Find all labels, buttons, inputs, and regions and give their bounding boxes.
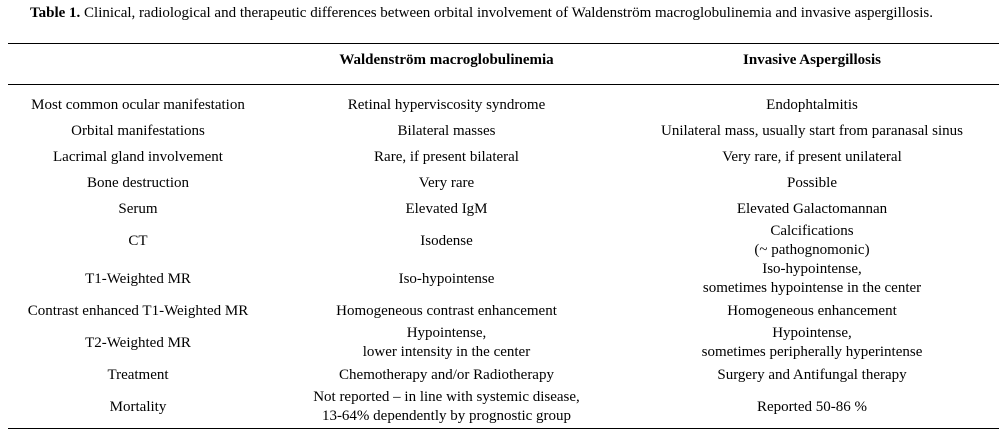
cell-feature: Serum — [118, 200, 158, 217]
header-aspergillosis: Invasive Aspergillosis — [743, 52, 881, 68]
cell-feature: Bone destruction — [86, 174, 190, 191]
table-caption — [30, 4, 980, 23]
table-label: Table 1. — [30, 5, 81, 21]
table-row — [8, 222, 999, 260]
cell-waldenstrom: Homogeneous contrast enhancement — [336, 302, 557, 319]
cell-waldenstrom: Not reported – in line with systemic disease, 13-64% dependently by prognostic group — [313, 389, 580, 424]
table-row — [8, 388, 999, 426]
cell-waldenstrom: Chemotherapy and/or Radiotherapy — [339, 366, 554, 383]
cell-aspergillosis: Possible — [786, 174, 837, 191]
cell-waldenstrom: Isodense — [420, 232, 473, 249]
table-row — [8, 298, 999, 324]
cell-feature: Most common ocular manifestation — [31, 96, 245, 113]
cell-waldenstrom: Retinal hyperviscosity syndrome — [347, 96, 546, 113]
comparison-table — [8, 44, 999, 426]
cell-aspergillosis: Surgery and Antifungal therapy — [717, 366, 907, 383]
cell-feature: Contrast enhanced T1-Weighted MR — [27, 302, 249, 319]
table-row — [8, 170, 999, 196]
table-row — [8, 92, 999, 118]
table-header-row — [8, 44, 999, 84]
cell-aspergillosis: Homogeneous enhancement — [727, 302, 897, 319]
cell-waldenstrom: Very rare — [418, 174, 475, 191]
table-row — [8, 196, 999, 222]
cell-feature: CT — [128, 232, 148, 249]
header-spacer — [8, 84, 999, 92]
cell-feature: T1-Weighted MR — [85, 270, 191, 287]
cell-aspergillosis: Reported 50-86 % — [757, 398, 867, 415]
table-row — [8, 144, 999, 170]
header-feature — [8, 44, 268, 84]
cell-waldenstrom: Elevated IgM — [405, 200, 488, 217]
cell-aspergillosis: Endophtalmitis — [766, 96, 858, 113]
cell-aspergillosis: Elevated Galactomannan — [736, 200, 888, 217]
cell-aspergillosis: Iso-hypointense, sometimes hypointense in the center — [702, 261, 922, 296]
cell-feature: Lacrimal gland involvement — [53, 148, 223, 165]
cell-aspergillosis: Very rare, if present unilateral — [722, 148, 902, 165]
cell-waldenstrom: Hypointense, lower intensity in the center — [362, 325, 531, 360]
cell-waldenstrom: Iso-hypointense — [398, 270, 495, 287]
cell-feature: T2-Weighted MR — [85, 334, 191, 351]
header-waldenstrom: Waldenström macroglobulinemia — [339, 52, 554, 68]
table-row — [8, 362, 999, 388]
cell-aspergillosis: Calcifications (~ pathognomonic) — [754, 223, 870, 258]
cell-feature: Orbital manifestations — [71, 122, 205, 139]
table-row — [8, 324, 999, 362]
cell-waldenstrom: Bilateral masses — [397, 122, 496, 139]
table-row — [8, 260, 999, 298]
cell-waldenstrom: Rare, if present bilateral — [374, 148, 519, 165]
cell-aspergillosis: Unilateral mass, usually start from paranasal sinus — [660, 122, 963, 139]
cell-feature: Mortality — [109, 398, 167, 415]
table-row — [8, 118, 999, 144]
table-bottom-rule — [8, 428, 999, 429]
cell-feature: Treatment — [107, 366, 169, 383]
cell-aspergillosis: Hypointense, sometimes peripherally hyperintense — [701, 325, 923, 360]
table-caption-text: Clinical, radiological and therapeutic differences between orbital involvement of Waldenström macroglobulinemia and invasive aspergillosis. — [80, 5, 934, 21]
